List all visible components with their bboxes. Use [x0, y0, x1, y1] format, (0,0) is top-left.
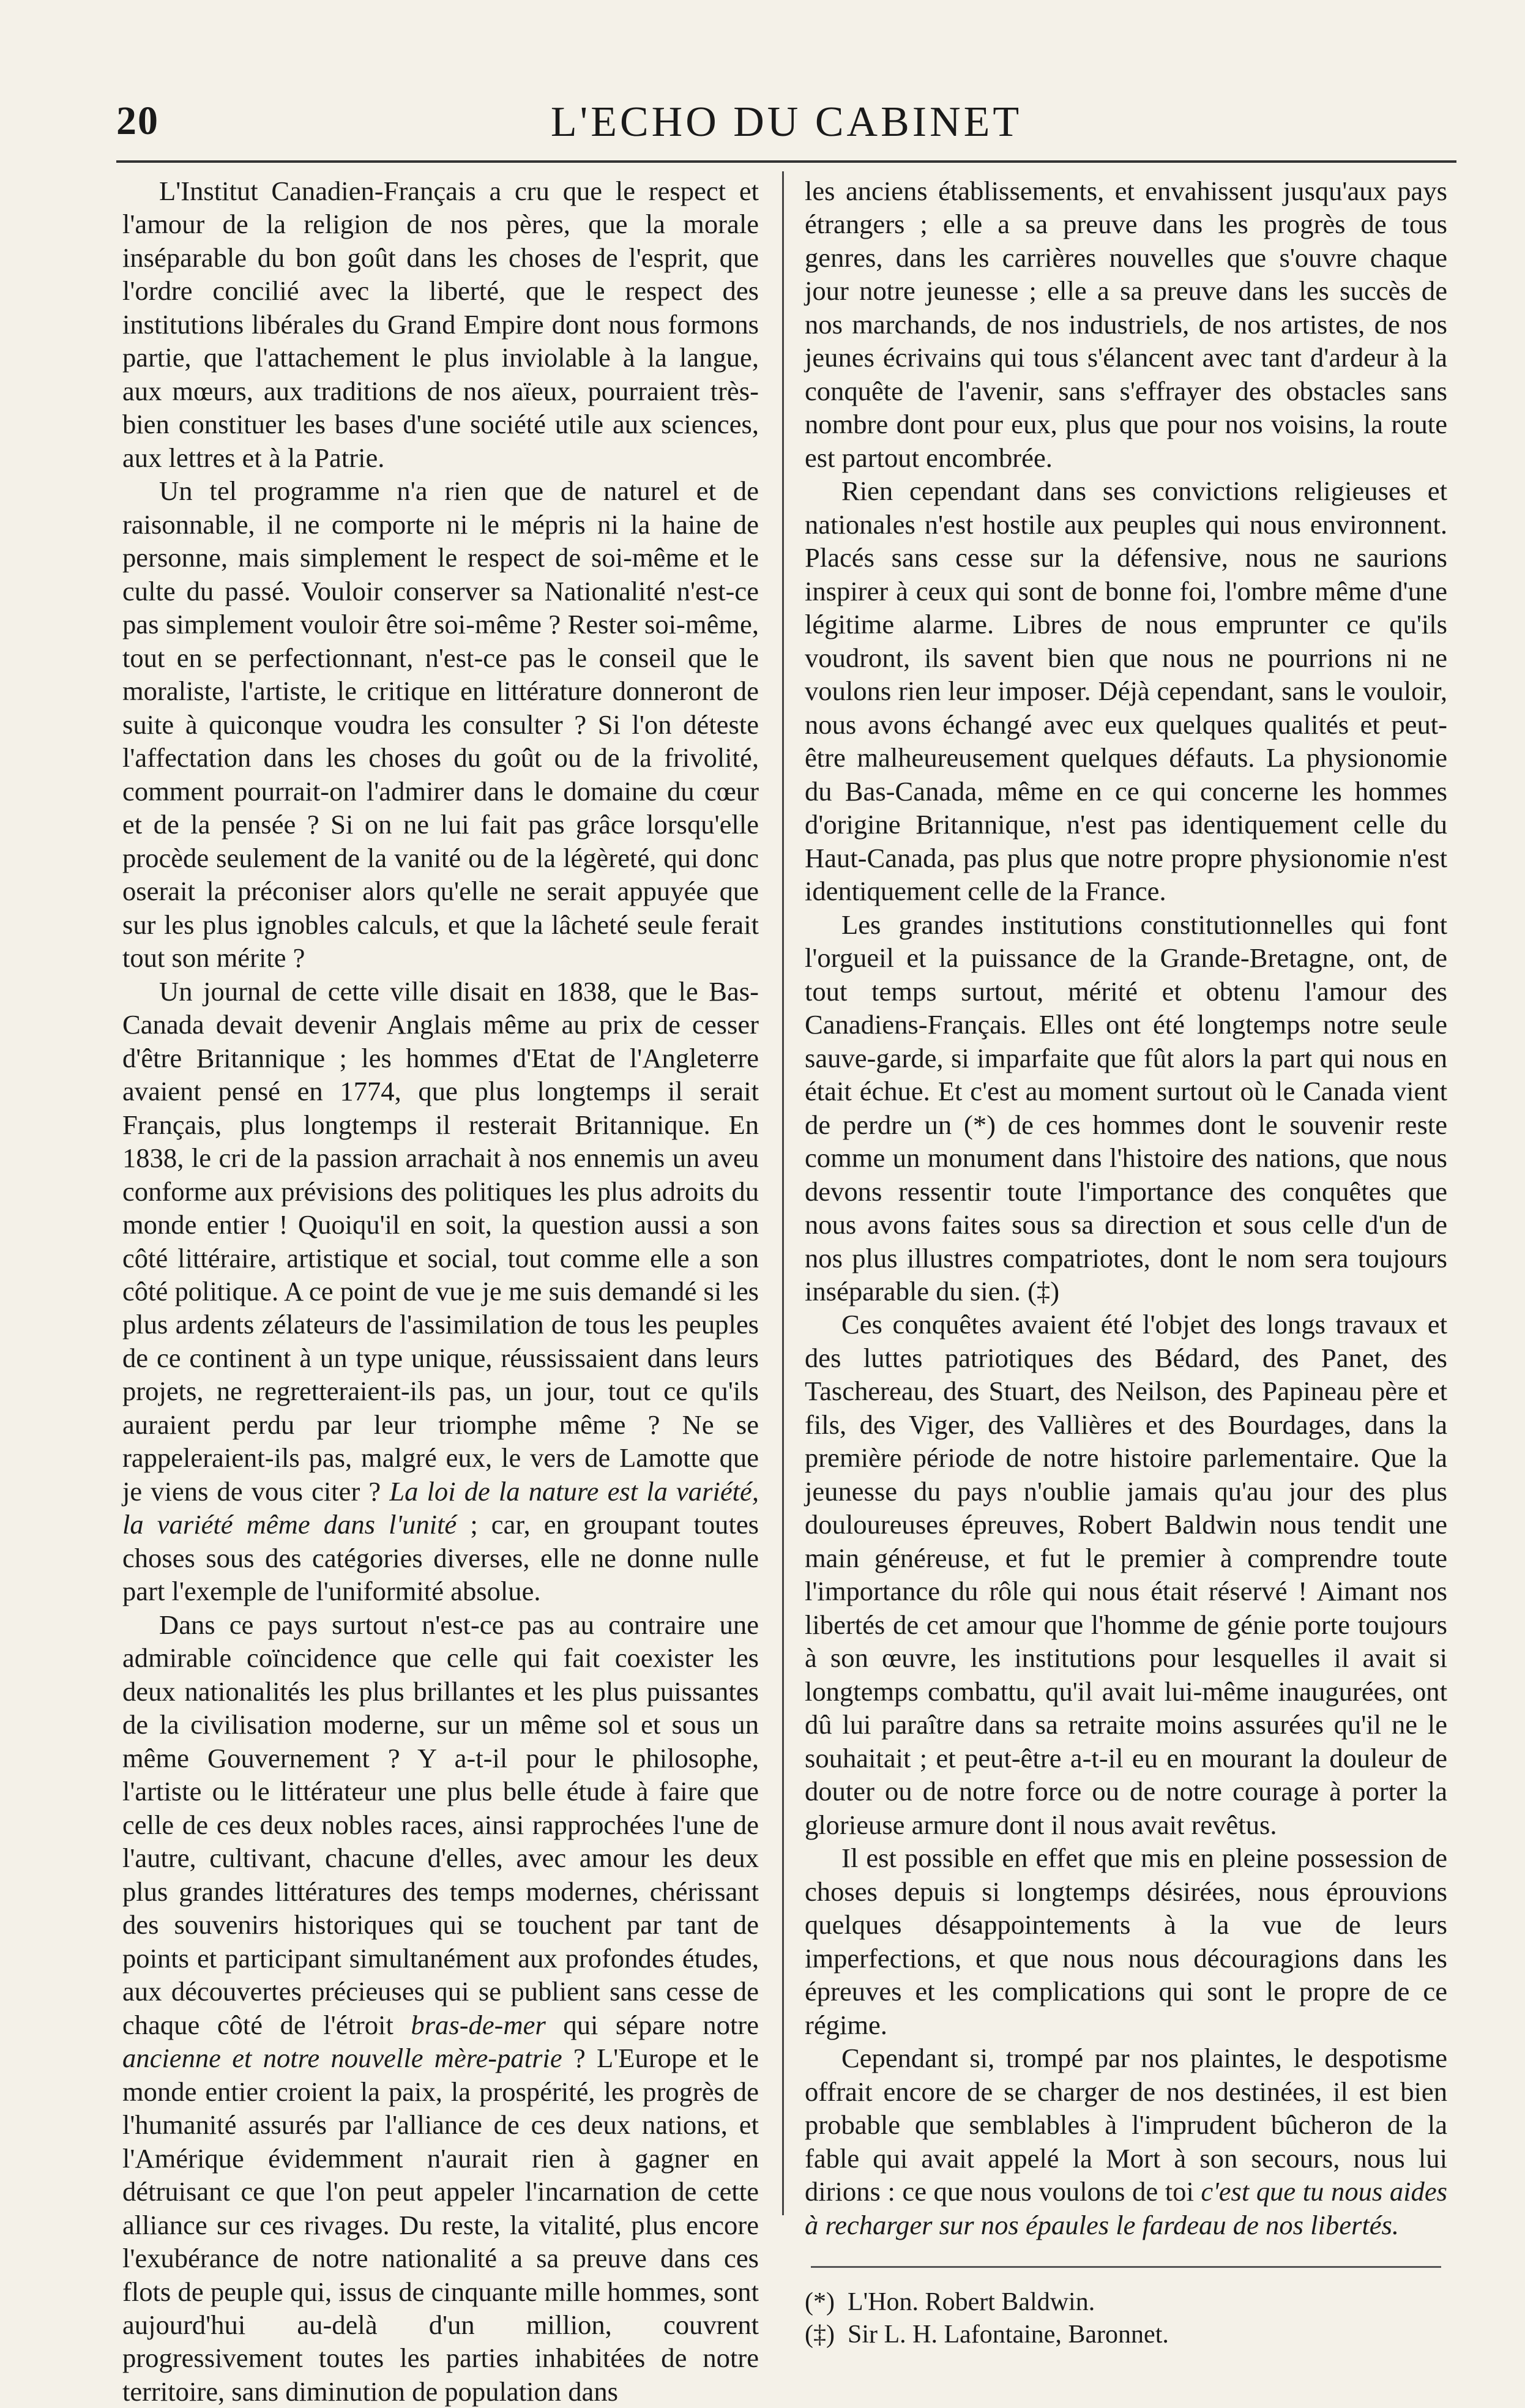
- paragraph: L'Institut Canadien-Français a cru que le respect et l'amour de la religion de nos pères, que la morale inséparable du bon goût dans les choses de l'esprit, que l'ordre concilié avec la liberté, que le respect des institutions libérales du Grand Empire dont nous formons partie, que l'attachement le plus inviolable à la langue, aux mœurs, aux traditions de nos aïeux, pourraient très-bien constituer les bases d'une société utile aux sciences, aux lettres et à la Patrie.: [122, 176, 759, 473]
- right-column: [805, 174, 1447, 2350]
- paragraph: Rien cependant dans ses convictions religieuses et nationales n'est hostile aux peuples qui nous environnent. Placés sans cesse sur la défensive, nous ne saurions inspirer à ceux qui sont de bonne foi, l'ombre même d'une légitime alarme. Libres de nous emprunter ce qu'ils voudront, ils savent bien que nous ne pourrions ni ne voulons rien leur imposer. Déjà cependant, sans le vouloir, nous avons échangé avec eux quelques qualités et peut-être malheureusement quelques défauts. La physionomie du Bas-Canada, même en ce qui concerne les hommes d'origine Britannique, n'est pas identiquement celle du Haut-Canada, pas plus que notre propre physionomie n'est identiquement celle de la France.: [805, 475, 1447, 907]
- paragraph: [122, 975, 759, 1608]
- footnote: [805, 2286, 1447, 2319]
- paragraph-text: ? L'Europe et le monde entier croient la paix, la prospérité, les progrès de l'humanité assurés par l'alliance de ces deux nations, et l'Amérique évidemment n'aurait rien à gagner en détruisant ce que l'on peut appeler l'incarnation de cette alliance sur ces rivages. Du reste, la vitalité, plus encore l'exubérance de notre nationalité a sa preuve dans ces flots de peuple qui, issus de cinquante mille hommes, sont aujourd'hui au-delà d'un million, couvrent progressivement toutes les parties inhabitées de notre territoire, sans diminution de population dans: [122, 2043, 759, 2407]
- paragraph-text: qui sépare notre: [545, 2009, 759, 2040]
- paragraph: Un tel programme n'a rien que de naturel et de raisonnable, il ne comporte ni le mépris ni la haine de personne, mais simplement le respect de soi-même et le culte du passé. Vouloir conserver sa Nationalité n'est-ce pas simplement vouloir être soi-même ? Rester soi-même, tout en se perfectionnant, n'est-ce pas le conseil que le moraliste, l'artiste, le critique en littérature donneront de suite à quiconque voudra les consulter ? Si l'on déteste l'affectation dans les choses du goût ou de la frivolité, comment pourrait-on l'admirer dans le domaine du cœur et de la pensée ? Si on ne lui fait pas grâce lorsqu'elle procède seulement de la vanité ou de la légèreté, qui donc oserait la préconiser alors qu'elle ne serait appuyée que sur les plus ignobles calculs, et que la lâcheté seule ferait tout son mérite ?: [122, 475, 759, 974]
- footnote-text: L'Hon. Robert Baldwin.: [848, 2288, 1095, 2317]
- italic-quote: c'est que tu nous aides à recharger sur nos épaules le fardeau de nos libertés.: [805, 2176, 1447, 2240]
- paragraph: Il est possible en effet que mis en pleine possession de choses depuis si longtemps désirées, nous éprouvions quelques désappointements à la vue de leurs imperfections, et que nous nous découragions dans les épreuves et les complications qui sont le propre de ce régime.: [805, 1843, 1447, 2040]
- paragraph-text: Dans ce pays surtout n'est-ce pas au contraire une admirable coïncidence que celle qui fait coexister les deux nationalités les plus brillantes et les plus puissantes de la civilisation moderne, sur un même sol et sous un même Gouvernement ? Y a-t-il pour le philosophe, l'artiste ou le littérateur une plus belle étude à faire que celle de ces deux nobles races, ainsi rapprochées l'une de l'autre, cultivant, chacune d'elles, avec amour les deux plus grandes littératures des temps modernes, chérissant des souvenirs historiques qui se touchent par tant de points et participant simultanément aux profondes études, aux découvertes précieuses qui se publient sans cesse de chaque côté de l'étroit: [122, 1609, 759, 2040]
- paragraph: les anciens établissements, et envahissent jusqu'aux pays étrangers ; elle a sa preuve dans les progrès de tous genres, dans les carrières nouvelles que s'ouvre chaque jour notre jeunesse ; elle a sa preuve dans les succès de nos marchands, de nos industriels, de nos artistes, de nos jeunes écrivains qui tous s'élancent avec tant d'ardeur à la conquête de l'avenir, sans s'effrayer des obstacles sans nombre dont pour eux, plus que pour nos voisins, la route est partout encombrée.: [805, 176, 1447, 473]
- paragraph: Ces conquêtes avaient été l'objet des longs travaux et des luttes patriotiques des Bédard, des Panet, des Taschereau, des Stuart, des Neilson, des Papineau père et fils, des Viger, des Vallières et des Bourdages, dans la première période de notre histoire parlementaire. Que la jeunesse du pays n'oublie jamais qu'au jour des plus douloureuses épreuves, Robert Baldwin nous tendit une main généreuse, et fut le premier à comprendre toute l'importance du rôle qui nous était réservé ! Aimant nos libertés de cet amour que l'homme de génie porte toujours à son œuvre, les institutions pour lesquelles il avait si longtemps combattu, qu'il avait lui-même inaugurées, ont dû lui paraître dans sa retraite moins assurées qu'il ne le souhaitait ; et peut-être a-t-il eu en mourant la douleur de douter ou de notre force ou de notre courage à porter la glorieuse armure dont il nous avait revêtus.: [805, 1309, 1447, 1840]
- paragraph-text: Un journal de cette ville disait en 1838, que le Bas-Canada devait devenir Anglais même au prix de cesser d'être Britannique ; les hommes d'Etat de l'Angleterre avaient pensé en 1774, que plus longtemps il serait Français, plus longtemps il resterait Britannique. En 1838, le cri de la passion arrachait à nos ennemis un aveu conforme aux prévisions des politiques les plus adroits du monde entier ! Quoiqu'il en soit, la question aussi a son côté littéraire, artistique et social, tout comme elle a son côté politique. A ce point de vue je me suis demandé si les plus ardents zélateurs de l'assimilation de tous les peuples de ce continent à un type unique, réussissaient dans leurs projets, ne regretteraient-ils pas, un jour, tout ce qu'ils auraient perdu par leur triomphe même ? Ne se rappeleraient-ils pas, malgré eux, le vers de Lamotte que je viens de vous citer ?: [122, 975, 759, 1507]
- footnote-rule: [811, 2266, 1441, 2268]
- page-header: [116, 92, 1456, 159]
- paragraph: Les grandes institutions constitutionnelles qui font l'orgueil et la puissance de la Grande-Bretagne, ont, de tout temps surtout, mérité et obtenu l'amour des Canadiens-Français. Elles ont été longtemps notre seule sauve-garde, si imparfaite que fût alors la part qui nous en était échue. Et c'est au moment surtout où le Canada vient de perdre un (*) de ces hommes dont le souvenir reste comme un monument dans l'histoire des nations, que nous devons ressentir toute l'importance des conquêtes que nous avons faites sous sa direction et sous celle d'un de nos plus illustres compatriotes, dont le nom sera toujours inséparable du sien. (‡): [805, 909, 1447, 1307]
- footnote-mark: (‡): [805, 2320, 835, 2349]
- page-number: 20: [116, 99, 159, 143]
- paragraph-text: Cependant si, trompé par nos plaintes, le despotisme offrait encore de se charger de nos destinées, il est bien probable que semblables à l'imprudent bûcheron de la fable qui avait appelé la Mort à son secours, nous lui dirions : ce que nous voulons de toi: [805, 2043, 1447, 2207]
- footnote: [805, 2319, 1447, 2351]
- left-column: [122, 174, 759, 2408]
- running-title: L'ECHO DU CABINET: [550, 99, 1023, 146]
- header-rule: [116, 160, 1456, 163]
- italic-quote: ancienne et notre nouvelle mère-patrie: [122, 2043, 562, 2074]
- footnote-mark: (*): [805, 2288, 835, 2317]
- paragraph: [805, 2041, 1447, 2242]
- paragraph: [122, 1608, 759, 2408]
- italic-quote: La loi de la nature est la variété, la variété même dans l'unité: [122, 1475, 759, 1540]
- column-divider: [782, 171, 784, 2215]
- footnote-text: Sir L. H. Lafontaine, Baronnet.: [848, 2320, 1169, 2349]
- italic-quote: bras-de-mer: [411, 2009, 546, 2040]
- paragraph-text: ; car, en groupant toutes choses sous des catégories diverses, elle ne donne nulle part l'exemple de l'uniformité absolue.: [122, 1509, 759, 1607]
